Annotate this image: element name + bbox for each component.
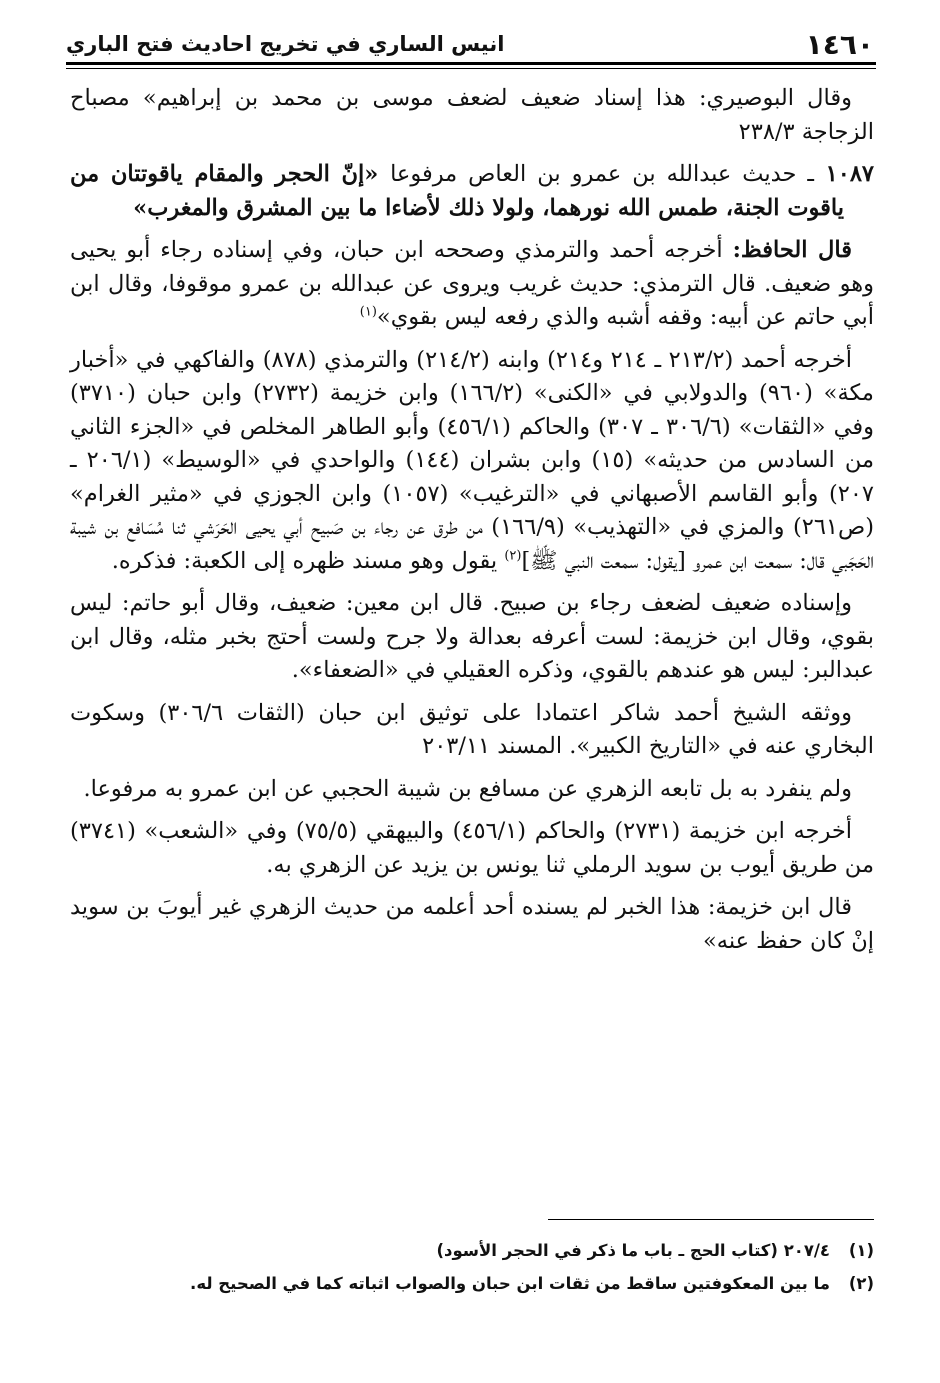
footnote-number: (٢) [848, 1274, 874, 1293]
footnote-text: ٢٠٧/٤ (كتاب الحج ـ باب ما ذكر في الحجر الأسود) [436, 1241, 830, 1260]
paragraph-hafiz [70, 234, 874, 335]
hafiz-label: قال الحافظ: [732, 237, 852, 263]
paragraph-zuhri-follow: ولم ينفرد به بل تابعه الزهري عن مسافع بن شيبة الحجبي عن ابن عمرو به مرفوعا. [83, 775, 852, 802]
paragraph-ibn-khuzayma-quote: قال ابن خزيمة: هذا الخبر لم يسنده أحد أعلمه من حديث الزهري غير أيوبَ بن سويد إنْ كان حفظ عنه» [70, 894, 874, 954]
footnote-text: ما بين المعكوفتين ساقط من ثقات ابن حبان والصواب اثباته كما في الصحيح له. [190, 1274, 830, 1293]
paragraph-shakir: ووثقه الشيخ أحمد شاكر اعتمادا على توثيق ابن حبان (الثقات ٣٠٦/٦) وسكوت البخاري عنه في «التاريخ الكبير». المسند ٢٠٣/١١ [70, 699, 874, 759]
hadith-entry [70, 158, 874, 225]
hadith-lead: ـ حديث عبدالله بن عمرو بن العاص مرفوعا [390, 161, 814, 187]
header-rule-thin [66, 68, 876, 69]
paragraph-takhrij [70, 344, 874, 579]
paragraph-busiri-quote: وقال البوصيري: هذا إسناد ضعيف لضعف موسى بن محمد بن إبراهيم» مصباح الزجاجة ٢٣٨/٣ [70, 85, 874, 145]
page-number: ١٤٦٠ [805, 28, 874, 61]
page-body [70, 82, 874, 967]
page-header [66, 28, 874, 66]
header-rule-thick [66, 62, 876, 65]
footnote-item [70, 1234, 874, 1267]
hafiz-text: أخرجه أحمد والترمذي وصححه ابن حبان، وفي إسناده رجاء أبو يحيى وهو ضعيف. قال الترمذي: حديث غريب ويروى عن عبدالله بن عمرو موقوفا، وقال ابن أبي حاتم عن أبيه: وقفه أشبه والذي رفعه ليس بقوي» [70, 237, 874, 330]
footnote-ref-2[interactable]: (٢) [504, 548, 522, 563]
takhrij-tail: يقول وهو مسند ظهره إلى الكعبة: فذكره. [111, 547, 498, 574]
footnote-item [70, 1267, 874, 1300]
footnote-ref-1[interactable]: (١) [359, 304, 377, 320]
paragraph-ibn-khuzayma-takhrij: أخرجه ابن خزيمة (٢٧٣١) والحاكم (٤٥٦/١) والبيهقي (٧٥/٥) وفي «الشعب» (٣٧٤١) من طريق أيوب بن سويد الرملي ثنا يونس بن يزيد عن الزهري به. [70, 818, 874, 878]
hadith-number: ١٠٨٧ [825, 161, 875, 187]
takhrij-text: أخرجه أحمد (٢١٣/٢ ـ ٢١٤ و٢١٤) وابنه (٢١٤/٢) والترمذي (٨٧٨) والفاكهي في «أخبار مكة» (٩٦٠) والدولابي في «الكنى» (١٦٦/٢) وابن خزيمة (٢٧٣٢) وابن حبان (٣٧١٠) وفي «الثقات» (٣٠٦/٦ ـ ٣٠٧) والحاكم (٤٥٦/١) وأبو الطاهر المخلص في «الجزء الثاني من السادس من حديثه» (١٥) وابن بشران (١٤٤) والواحدي في «الوسيط» (٢٠٦/١ ـ ٢٠٧) وأبو القاسم الأصبهاني في «الترغيب» (١٠٥٧) وابن الجوزي في «مثير الغرام» (ص٢٦١) والمزي في «التهذيب» (١٦٦/٩) من طرق عن رجاء بن صَبيح أبي يحيى الحَرَشي ثنا مُسَافع بن شيبة الحَجَبي قال: سمعت ابن عمرو [يقول: سمعت النبي ﷺ] [70, 346, 875, 574]
hadith-text: «إنّ الحجر والمقام ياقوتتان من ياقوت الجنة، طمس الله نورهما، ولولا ذلك لأضاءا ما بين المشرق والمغرب» [70, 161, 844, 221]
footnotes [70, 1234, 874, 1300]
footnote-divider [548, 1219, 874, 1220]
footnote-number: (١) [848, 1241, 874, 1260]
running-title: انيس الساري في تخريج احاديث فتح الباري [66, 32, 505, 56]
paragraph-isnad-weak: وإسناده ضعيف لضعف رجاء بن صبيح. قال ابن معين: ضعيف، وقال أبو حاتم: ليس بقوي، وقال ابن خزيمة: لست أعرفه بعدالة ولا جرح ولست أحتج بخبر مثله، وقال ابن عبدالبر: ليس هو عندهم بالقوي، وذكره العقيلي في «الضعفاء». [70, 590, 874, 683]
